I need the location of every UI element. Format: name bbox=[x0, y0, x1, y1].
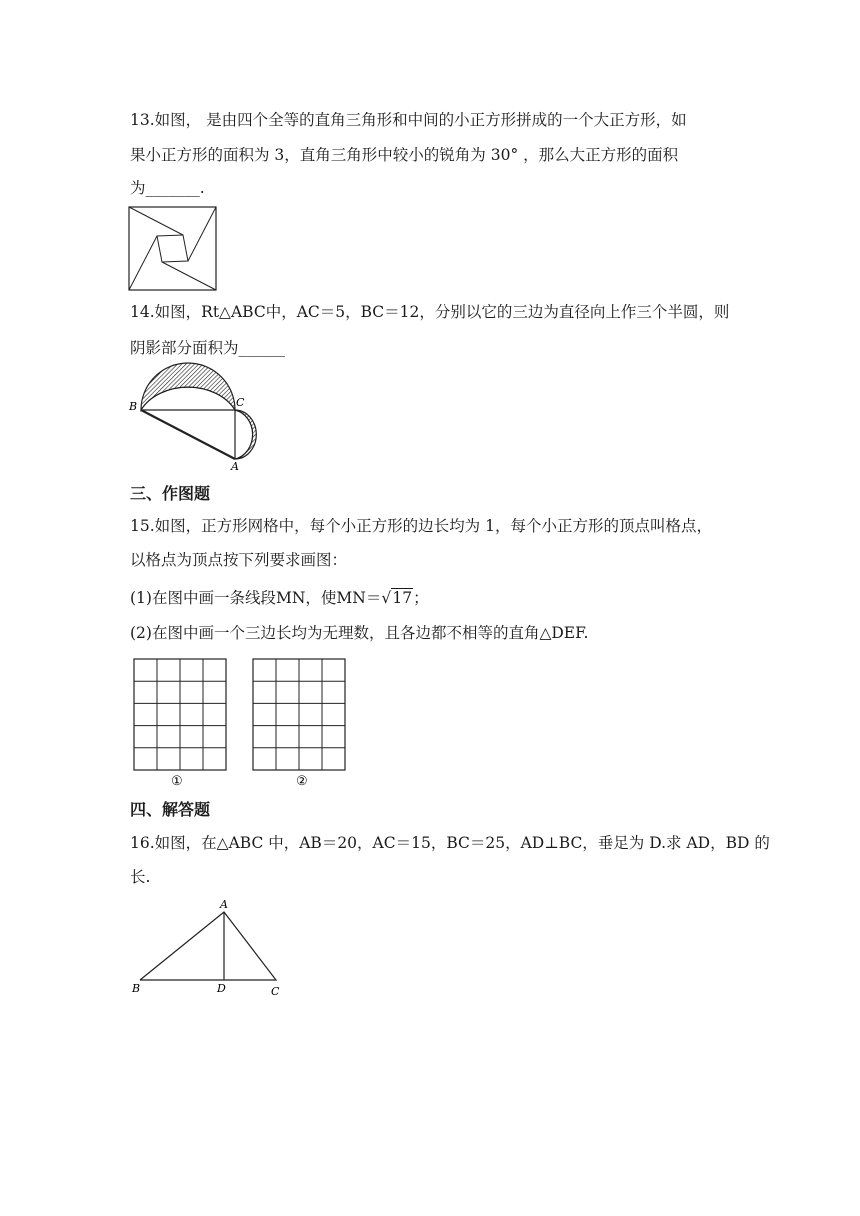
q16-label-d: D bbox=[217, 982, 226, 995]
grid-2 bbox=[253, 659, 345, 770]
q15-line-1: 15.如图，正方形网格中，每个小正方形的边长均为 1，每个小正方形的顶点叫格点， bbox=[130, 517, 712, 535]
q13-line-3: 为_______. bbox=[130, 179, 205, 197]
grid-2-label: ② bbox=[296, 774, 308, 789]
q16-figure bbox=[128, 896, 288, 996]
q13-figure bbox=[128, 206, 218, 292]
grid-1-label: ① bbox=[171, 774, 183, 789]
sqrt-symbol: √ 17 bbox=[381, 589, 413, 607]
q16-label-b: B bbox=[132, 982, 141, 995]
q14-figure bbox=[124, 362, 274, 474]
q14-label-a: A bbox=[231, 460, 239, 473]
q15-part-2: (2)在图中画一个三边长均为无理数，且各边都不相等的直角△DEF. bbox=[130, 624, 589, 642]
grid-1 bbox=[134, 659, 226, 770]
q15-part-1 bbox=[130, 588, 429, 608]
q15-radicand: 17 bbox=[392, 589, 413, 607]
q13-line-1: 13.如图， 是由四个全等的直角三角形和中间的小正方形拼成的一个大正方形，如 bbox=[130, 111, 687, 129]
q15-part-1-text: (1)在图中画一条线段MN，使MN＝ bbox=[130, 589, 382, 607]
q13-line-2: 果小正方形的面积为 3，直角三角形中较小的锐角为 30° ，那么大正方形的面积 bbox=[130, 146, 679, 164]
q14-label-b: B bbox=[129, 400, 138, 413]
section-heading-3: 三、作图题 bbox=[130, 484, 211, 503]
q16-line-1: 16.如图，在△ABC 中，AB＝20，AC＝15，BC＝25，AD⊥BC，垂足为 D.求 AD，BD 的 bbox=[130, 834, 770, 852]
q14-line-1: 14.如图，Rt△ABC中，AC＝5，BC＝12，分别以它的三边为直径向上作三个半圆，则 bbox=[130, 303, 730, 321]
q15-line-2: 以格点为顶点按下列要求画图： bbox=[130, 551, 348, 569]
q14-line-2: 阴影部分面积为______ bbox=[130, 339, 286, 357]
section-heading-4: 四、解答题 bbox=[130, 800, 211, 819]
q16-line-2: 长. bbox=[130, 868, 151, 886]
q15-grids bbox=[130, 656, 360, 790]
q16-label-c: C bbox=[271, 985, 280, 996]
q15-part-1-suffix: ； bbox=[413, 589, 429, 607]
q16-label-a: A bbox=[220, 898, 228, 911]
q14-label-c: C bbox=[236, 396, 245, 409]
